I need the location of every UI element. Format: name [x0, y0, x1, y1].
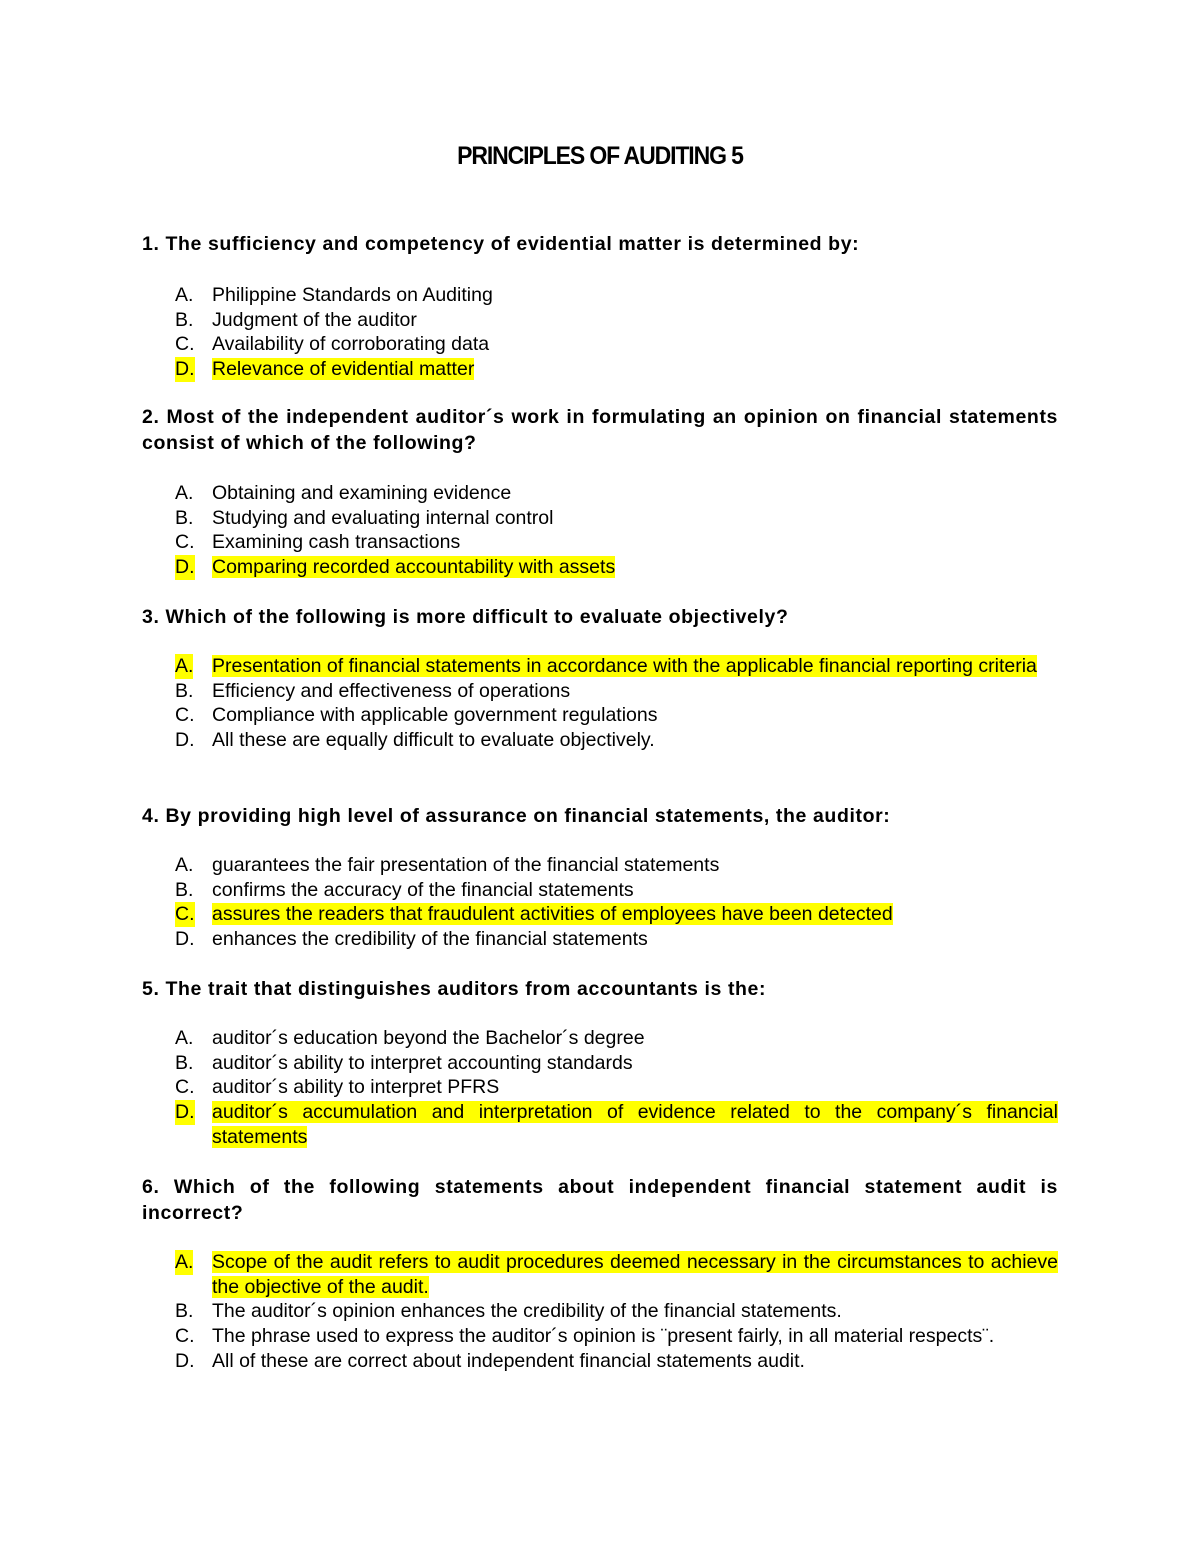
- question-3: [142, 605, 1058, 631]
- page-title: PRINCIPLES OF AUDITING 5: [457, 142, 743, 170]
- option-letter: A.: [175, 1251, 194, 1273]
- option-text: Judgment of the auditor: [212, 308, 417, 331]
- option-1b: [175, 308, 1058, 333]
- option-text: All these are equally difficult to evaluate objectively.: [212, 729, 655, 752]
- option-letter: D.: [175, 928, 195, 951]
- option-text: Comparing recorded accountability with assets: [212, 556, 616, 579]
- option-3d: [175, 728, 1058, 753]
- option-letter: C.: [175, 1325, 195, 1348]
- option-letter: C.: [175, 531, 195, 554]
- option-text: The phrase used to express the auditor´s opinion is ¨present fairly, in all material respects¨.: [212, 1325, 995, 1348]
- option-letter: B.: [175, 506, 194, 529]
- question-1: [142, 232, 1058, 258]
- option-text: Presentation of financial statements in accordance with the applicable financial reporting criteria: [212, 655, 1037, 677]
- option-letter: D.: [175, 358, 195, 381]
- option-2a: [175, 481, 1058, 506]
- options-list-1: [175, 283, 1058, 382]
- question-number: 5.: [142, 978, 160, 1000]
- question-4: [142, 804, 1058, 830]
- option-2d: [175, 555, 1058, 580]
- option-6c: [175, 1324, 1058, 1349]
- option-letter: D.: [175, 729, 195, 752]
- option-text: auditor´s accumulation and interpretation of evidence related to the company´s financial statements: [212, 1101, 1058, 1148]
- question-number: 6.: [142, 1176, 160, 1198]
- option-6d: [175, 1349, 1058, 1374]
- option-text: enhances the credibility of the financial statements: [212, 928, 648, 951]
- option-letter: A.: [175, 284, 194, 306]
- question-text: Most of the independent auditor´s work in formulating an opinion on financial statements consist of which of the following?: [142, 406, 1058, 454]
- option-text: The auditor´s opinion enhances the credibility of the financial statements.: [212, 1300, 842, 1323]
- option-2b: [175, 506, 1058, 531]
- option-letter: C.: [175, 1076, 195, 1099]
- option-4b: [175, 878, 1058, 903]
- option-5a: [175, 1026, 1058, 1051]
- option-text: auditor´s education beyond the Bachelor´s degree: [212, 1027, 645, 1049]
- option-text: Efficiency and effectiveness of operations: [212, 679, 571, 702]
- question-text: By providing high level of assurance on financial statements, the auditor:: [165, 805, 891, 827]
- option-letter: B.: [175, 1300, 194, 1323]
- option-letter: B.: [175, 679, 194, 702]
- option-6a: [175, 1250, 1058, 1299]
- option-letter: B.: [175, 308, 194, 331]
- option-letter: A.: [175, 1027, 194, 1049]
- question-text: The sufficiency and competency of evidential matter is determined by:: [165, 233, 860, 255]
- option-2c: [175, 530, 1058, 555]
- option-1d: [175, 357, 1058, 382]
- option-text: Studying and evaluating internal control: [212, 506, 554, 529]
- option-letter: C.: [175, 903, 195, 926]
- question-text: The trait that distinguishes auditors from accountants is the:: [165, 978, 767, 1000]
- option-letter: D.: [175, 1101, 195, 1124]
- question-text: Which of the following statements about independent financial statement audit is incorrect?: [142, 1176, 1058, 1224]
- option-letter: B.: [175, 1051, 194, 1074]
- question-number: 2.: [142, 406, 160, 428]
- option-text: assures the readers that fraudulent activities of employees have been detected: [212, 903, 893, 926]
- option-letter: A.: [175, 854, 194, 876]
- option-letter: D.: [175, 556, 195, 579]
- option-letter: C.: [175, 333, 195, 356]
- option-5b: [175, 1051, 1058, 1076]
- option-text: Examining cash transactions: [212, 531, 461, 554]
- option-letter: B.: [175, 878, 194, 901]
- option-4a: [175, 853, 1058, 878]
- option-text: Availability of corroborating data: [212, 333, 490, 356]
- option-text: guarantees the fair presentation of the financial statements: [212, 854, 720, 876]
- option-1a: [175, 283, 1058, 308]
- option-5c: [175, 1075, 1058, 1100]
- option-4d: [175, 927, 1058, 952]
- option-letter: A.: [175, 482, 194, 504]
- option-6b: [175, 1299, 1058, 1324]
- option-1c: [175, 332, 1058, 357]
- option-text: auditor´s ability to interpret PFRS: [212, 1076, 500, 1099]
- question-number: 3.: [142, 606, 160, 628]
- option-letter: C.: [175, 704, 195, 727]
- option-letter: D.: [175, 1349, 195, 1372]
- option-text: Obtaining and examining evidence: [212, 482, 512, 504]
- option-text: Relevance of evidential matter: [212, 358, 475, 381]
- question-2: [142, 405, 1058, 456]
- option-letter: A.: [175, 655, 194, 677]
- option-text: Philippine Standards on Auditing: [212, 284, 493, 306]
- options-list-2: [175, 481, 1058, 580]
- option-text: confirms the accuracy of the financial statements: [212, 878, 634, 901]
- options-list-3: [175, 654, 1058, 753]
- option-text: Scope of the audit refers to audit procedures deemed necessary in the circumstances to achieve the objective of the audit.: [212, 1251, 1058, 1298]
- question-number: 4.: [142, 805, 160, 827]
- option-3b: [175, 679, 1058, 704]
- option-3c: [175, 703, 1058, 728]
- options-list-6: [175, 1250, 1058, 1374]
- question-number: 1.: [142, 233, 160, 255]
- question-6: [142, 1175, 1058, 1226]
- option-4c: [175, 902, 1058, 927]
- option-text: Compliance with applicable government regulations: [212, 704, 658, 727]
- options-list-5: [175, 1026, 1058, 1150]
- question-text: Which of the following is more difficult to evaluate objectively?: [165, 606, 789, 628]
- option-text: All of these are correct about independent financial statements audit.: [212, 1349, 805, 1372]
- options-list-4: [175, 853, 1058, 952]
- option-5d: [175, 1100, 1058, 1149]
- option-3a: [175, 654, 1058, 679]
- question-5: [142, 977, 1058, 1003]
- option-text: auditor´s ability to interpret accounting standards: [212, 1051, 633, 1074]
